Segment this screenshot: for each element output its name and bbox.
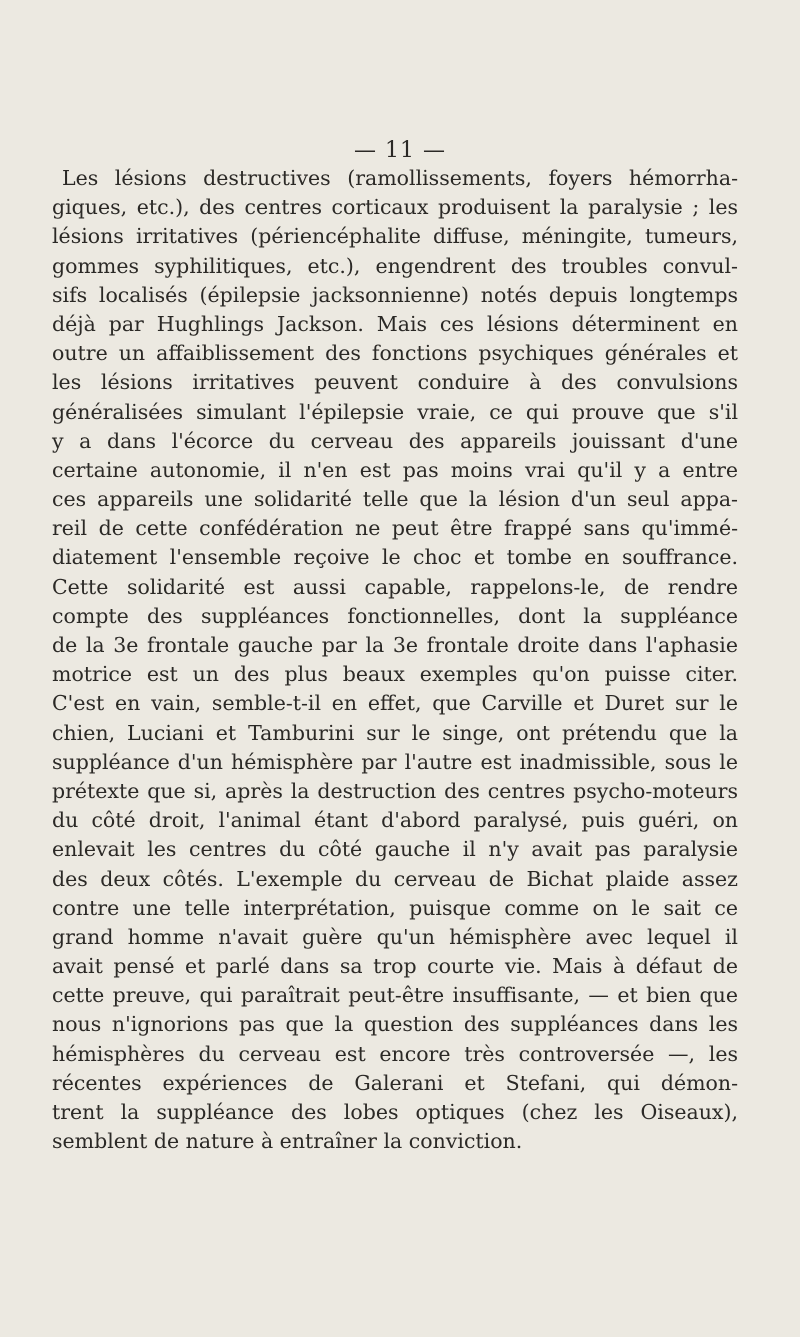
text-line: y a dans l'écorce du cerveau des appareils jouissant d'une bbox=[52, 428, 738, 453]
text-line: giques, etc.), des centres corticaux produisent la paralysie ; les bbox=[52, 195, 738, 220]
text-line: cette preuve, qui paraîtrait peut-être insuffisante, — et bien que bbox=[52, 983, 738, 1008]
text-line: de la 3e frontale gauche par la 3e frontale droite dans l'aphasie bbox=[52, 633, 738, 657]
text-line: chien, Luciani et Tamburini sur le singe, ont prétendu que la bbox=[52, 720, 738, 745]
body-paragraph bbox=[52, 164, 738, 1156]
text-line: trent la suppléance des lobes optiques (chez les Oiseaux), bbox=[52, 1100, 738, 1124]
text-line: nous n'ignorions pas que la question des suppléances dans les bbox=[52, 1012, 738, 1037]
text-line: lésions irritatives (périencéphalite diffuse, méningite, tumeurs, bbox=[52, 224, 738, 249]
text-line: diatement l'ensemble reçoive le choc et tombe en souffrance. bbox=[52, 545, 738, 570]
text-line: prétexte que si, après la destruction des centres psycho-moteurs bbox=[52, 778, 738, 803]
text-line: sifs localisés (épilepsie jacksonnienne) notés depuis longtemps bbox=[52, 282, 738, 307]
text-line: avait pensé et parlé dans sa trop courte vie. Mais à défaut de bbox=[52, 954, 738, 979]
text-line: déjà par Hughlings Jackson. Mais ces lésions déterminent en bbox=[52, 311, 738, 336]
text-line: motrice est un des plus beaux exemples qu'on puisse citer. bbox=[52, 662, 738, 687]
text-line: enlevait les centres du côté gauche il n'y avait pas paralysie bbox=[52, 837, 738, 862]
text-line: compte des suppléances fonctionnelles, dont la suppléance bbox=[52, 603, 738, 628]
text-line: C'est en vain, semble-t-il en effet, que Carville et Duret sur le bbox=[52, 691, 738, 716]
text-line: hémisphères du cerveau est encore très controversée —, les bbox=[52, 1041, 738, 1066]
text-line: des deux côtés. L'exemple du cerveau de Bichat plaide assez bbox=[52, 866, 738, 891]
text-line: certaine autonomie, il n'en est pas moins vrai qu'il y a entre bbox=[52, 457, 738, 482]
text-line: outre un affaiblissement des fonctions psychiques générales et bbox=[52, 341, 738, 366]
text-line: récentes expériences de Galerani et Stefani, qui démon- bbox=[52, 1070, 738, 1095]
page-number: — 11 — bbox=[354, 138, 446, 163]
text-line: généralisées simulant l'épilepsie vraie, ce qui prouve que s'il bbox=[52, 399, 738, 424]
text-line: gommes syphilitiques, etc.), engendrent des troubles convul- bbox=[52, 253, 738, 278]
text-line: les lésions irritatives peuvent conduire à des convulsions bbox=[52, 370, 738, 395]
text-line: grand homme n'avait guère qu'un hémisphère avec lequel il bbox=[52, 924, 738, 949]
text-line: reil de cette confédération ne peut être frappé sans qu'immé- bbox=[52, 516, 738, 541]
text-line: contre une telle interprétation, puisque comme on le sait ce bbox=[52, 895, 738, 920]
text-line: ces appareils une solidarité telle que la lésion d'un seul appa- bbox=[52, 487, 738, 512]
text-line: semblent de nature à entraîner la conviction. bbox=[52, 1129, 523, 1154]
text-line: suppléance d'un hémisphère par l'autre est inadmissible, sous le bbox=[52, 749, 738, 774]
text-line: Les lésions destructives (ramollissements, foyers hémorrha- bbox=[62, 166, 738, 190]
text-line: du côté droit, l'animal étant d'abord paralysé, puis guéri, on bbox=[52, 808, 738, 833]
text-line: Cette solidarité est aussi capable, rappelons-le, de rendre bbox=[52, 574, 738, 599]
